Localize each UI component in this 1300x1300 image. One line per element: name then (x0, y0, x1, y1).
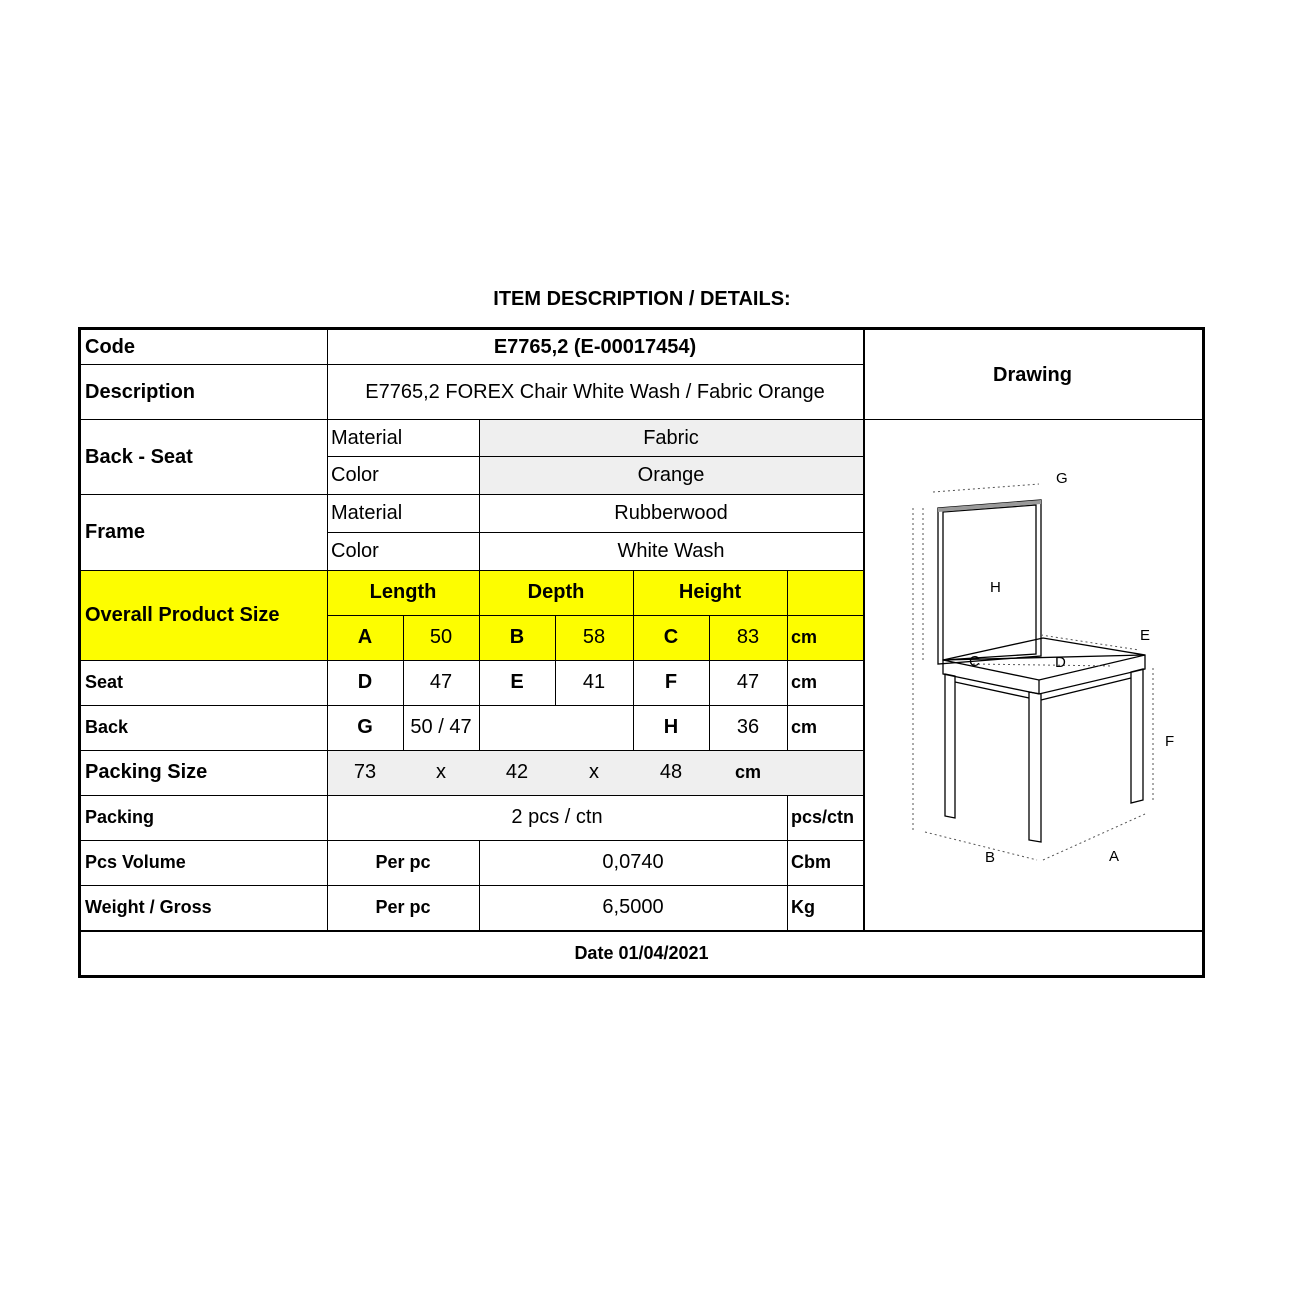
grid-line (555, 615, 556, 705)
packing-value: 2 pcs / ctn (511, 806, 603, 828)
back-seat-color-label: Color (331, 463, 379, 486)
dim-letter-c: C (969, 653, 980, 670)
chair-leg (1131, 669, 1143, 803)
description-label: Description (85, 380, 196, 403)
grid-line (327, 456, 863, 457)
grid-line (81, 364, 863, 365)
chair-drawing (863, 420, 1202, 930)
frame-color-label: Color (331, 539, 379, 562)
page-title: ITEM DESCRIPTION / DETAILS: (493, 288, 791, 310)
frame-material-label: Material (331, 501, 403, 524)
spec-table (78, 327, 1205, 978)
code-label: Code (85, 335, 135, 358)
seat-value-e: 41 (582, 671, 606, 693)
grid-line (327, 532, 863, 533)
grid-line (327, 330, 328, 930)
overall-size-label: Overall Product Size (85, 603, 280, 626)
overall-letter-b: B (509, 626, 525, 648)
back-letter-g: G (357, 716, 373, 738)
grid-line (787, 570, 788, 750)
footer-date: Date 01/04/2021 (574, 943, 709, 963)
weight-label: Weight / Gross (85, 897, 212, 917)
overall-unit: cm (791, 627, 818, 647)
grid-line (633, 570, 634, 750)
packing-size-label: Packing Size (85, 761, 208, 783)
dim-letter-e: E (1140, 627, 1151, 644)
dim-letter-g: G (1056, 470, 1068, 487)
dim-letter-d: D (1055, 654, 1066, 671)
packing-size-width: 42 (505, 761, 529, 783)
seat-letter-d: D (357, 671, 373, 693)
overall-value-a: 50 (429, 626, 453, 648)
drawing-label: Drawing (993, 363, 1072, 386)
grid-line (787, 795, 788, 930)
grid-line (81, 840, 863, 841)
dim-letter-a: A (1109, 848, 1120, 865)
grid-line (709, 615, 710, 750)
grid-line (403, 615, 404, 750)
chair-leg (1029, 692, 1041, 842)
seat-unit: cm (791, 672, 818, 692)
packing-size-x2: x (589, 761, 599, 783)
weight-unit: Kg (791, 897, 815, 917)
grid-line (81, 795, 863, 796)
frame-label: Frame (85, 520, 146, 543)
overall-letter-c: C (663, 626, 679, 648)
code-value: E7765,2 (E-00017454) (493, 335, 697, 358)
grid-line (81, 494, 863, 495)
pcs-volume-per: Per pc (375, 852, 431, 872)
grid-line (81, 930, 1202, 932)
description-value: E7765,2 FOREX Chair White Wash / Fabric Orange (365, 380, 825, 403)
grid-line (81, 570, 863, 571)
length-header: Length (369, 581, 437, 603)
back-seat-material-label: Material (331, 426, 403, 449)
packing-size-length: 73 (353, 761, 377, 783)
back-value-h: 36 (736, 716, 760, 738)
grid-line (479, 420, 480, 570)
grid-line (81, 750, 863, 751)
seat-letter-e: E (510, 671, 524, 693)
packing-size-x1: x (436, 761, 446, 783)
back-seat-color: Orange (637, 463, 705, 486)
weight-value: 6,5000 (602, 896, 664, 918)
pcs-volume-value: 0,0740 (602, 851, 664, 873)
packing-size-unit: cm (734, 762, 761, 782)
frame-color: White Wash (617, 539, 725, 562)
grid-line (81, 705, 863, 706)
weight-per: Per pc (375, 897, 431, 917)
grid-line (479, 840, 480, 930)
overall-value-c: 83 (736, 626, 760, 648)
back-value-g: 50 / 47 (410, 716, 472, 738)
chair-leg (945, 674, 955, 818)
seat-label: Seat (85, 672, 124, 692)
overall-letter-a: A (357, 626, 373, 648)
back-letter-h: H (663, 716, 679, 738)
dim-letter-h: H (990, 579, 1001, 596)
packing-label: Packing (85, 807, 155, 827)
back-label: Back (85, 717, 129, 737)
back-seat-material: Fabric (643, 426, 699, 449)
packing-unit: pcs/ctn (791, 807, 855, 827)
dim-letter-f: F (1165, 733, 1175, 750)
back-unit: cm (791, 717, 818, 737)
back-seat-label: Back - Seat (85, 445, 193, 468)
seat-letter-f: F (664, 671, 678, 693)
height-header: Height (678, 581, 742, 603)
grid-line (327, 615, 863, 616)
dim-letter-b: B (985, 849, 996, 866)
depth-header: Depth (527, 581, 585, 603)
grid-line (479, 570, 480, 750)
overall-value-b: 58 (582, 626, 606, 648)
seat-value-f: 47 (736, 671, 760, 693)
pcs-volume-label: Pcs Volume (85, 852, 186, 872)
grid-line (81, 660, 863, 661)
frame-material: Rubberwood (614, 501, 728, 524)
seat-value-d: 47 (429, 671, 453, 693)
grid-line (81, 885, 863, 886)
pcs-volume-unit: Cbm (791, 852, 831, 872)
packing-size-height: 48 (659, 761, 683, 783)
